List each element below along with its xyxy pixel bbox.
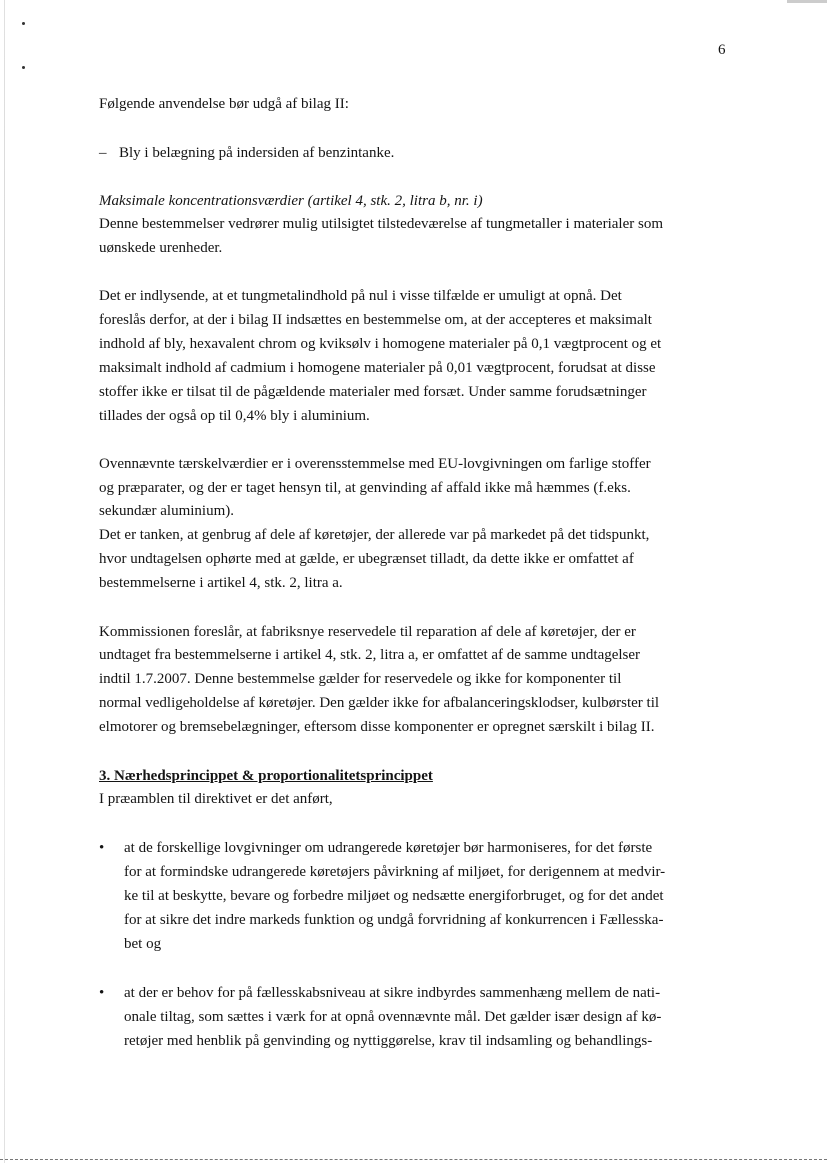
bullet-line: for at sikre det indre markeds funktion og undgå forvridning af konkurrencen i Fællesska-: [124, 912, 664, 928]
paragraph-line: foreslås derfor, at der i bilag II indsættes en bestemmelse om, at der accepteres et maksimalt: [99, 312, 652, 328]
dash-item-text: Bly i belægning på indersiden af benzintanke.: [119, 145, 395, 161]
paragraph-line: Det er indlysende, at et tungmetalindhold på nul i visse tilfælde er umuligt at opnå. Det: [99, 288, 622, 304]
bullet-line: at der er behov for på fællesskabsniveau at sikre indbyrdes sammenhæng mellem de nati-: [124, 985, 661, 1001]
paragraph-line: indhold af bly, hexavalent chrom og kviksølv i homogene materialer på 0,1 vægtprocent og et: [99, 336, 662, 352]
paragraph-line: normal vedligeholdelse af køretøjer. Den gælder ikke for afbalanceringsklodser, kulbørster til: [99, 695, 660, 711]
section-heading: 3. Nærhedsprincippet & proportionalitetsprincippet: [99, 768, 433, 784]
bullet-line: for at formindske udrangerede køretøjers påvirkning af miljøet, for derigennem at medvir-: [124, 864, 666, 880]
section-intro: I præamblen til direktivet er det anført,: [99, 791, 333, 807]
paragraph-line: sekundær aluminium).: [99, 503, 234, 519]
paragraph-line: Denne bestemmelser vedrører mulig utilsigtet tilstedeværelse af tungmetaller i materialer som: [99, 216, 663, 232]
dash-mark: –: [99, 145, 107, 161]
bullet-line: retøjer med henblik på genvinding og nyttiggørelse, krav til indsamling og behandlings-: [124, 1033, 653, 1049]
paragraph-line: Det er tanken, at genbrug af dele af køretøjer, der allerede var på markedet på det tidspunkt,: [99, 527, 650, 543]
paragraph-line: uønskede urenheder.: [99, 240, 223, 256]
intro-line: Følgende anvendelse bør udgå af bilag II:: [99, 96, 349, 112]
paragraph-line: bestemmelserne i artikel 4, stk. 2, litra a.: [99, 575, 343, 591]
paragraph-line: og præparater, og der er taget hensyn til, at genvinding af affald ikke må hæmmes (f.eks.: [99, 480, 631, 496]
bullet-line: onale tiltag, som sættes i værk for at opnå ovennævnte mål. Det gælder især design af kø-: [124, 1009, 662, 1025]
paragraph-line: Kommissionen foreslår, at fabriksnye reservedele til reparation af dele af køretøjer, der er: [99, 624, 636, 640]
paragraph-line: hvor undtagelsen ophørte med at gælde, er ubegrænset tilladt, da dette ikke er omfattet af: [99, 551, 634, 567]
bullet-icon: •: [99, 985, 105, 1001]
bullet-line: at de forskellige lovgivninger om udrangerede køretøjer bør harmoniseres, for det første: [124, 840, 653, 856]
paragraph-line: undtaget fra bestemmelserne i artikel 4, stk. 2, litra a, er omfattet af de samme undtagelser: [99, 647, 641, 663]
paragraph-line: indtil 1.7.2007. Denne bestemmelse gælder for reservedele og ikke for komponenter til: [99, 671, 622, 687]
scan-speck: [22, 22, 25, 25]
scan-speck: [22, 66, 25, 69]
paragraph-line: elmotorer og bremsebelægninger, eftersom disse komponenter er opregnet særskilt i bilag II.: [99, 719, 655, 735]
paragraph-line: tillades der også op til 0,4% bly i aluminium.: [99, 408, 370, 424]
paragraph-line: stoffer ikke er tilsat til de pågældende materialer med forsæt. Under samme forudsætninger: [99, 384, 647, 400]
paragraph-line: Ovennævnte tærskelværdier er i overensstemmelse med EU-lovgivningen om farlige stoffer: [99, 456, 651, 472]
page-number: 6: [718, 42, 726, 58]
bullet-line: ke til at beskytte, bevare og forbedre miljøet og nedsætte energiforbruget, og for det andet: [124, 888, 664, 904]
section-title-max: Maksimale koncentrationsværdier (artikel 4, stk. 2, litra b, nr. i): [99, 193, 483, 209]
bullet-line: bet og: [124, 936, 162, 952]
paragraph-line: maksimalt indhold af cadmium i homogene materialer på 0,01 vægtprocent, forudsat at disse: [99, 360, 656, 376]
scan-corner-mark: [787, 0, 827, 3]
scan-edge-line: [4, 0, 5, 1163]
scan-bottom-line: [0, 1159, 827, 1161]
bullet-icon: •: [99, 840, 105, 856]
